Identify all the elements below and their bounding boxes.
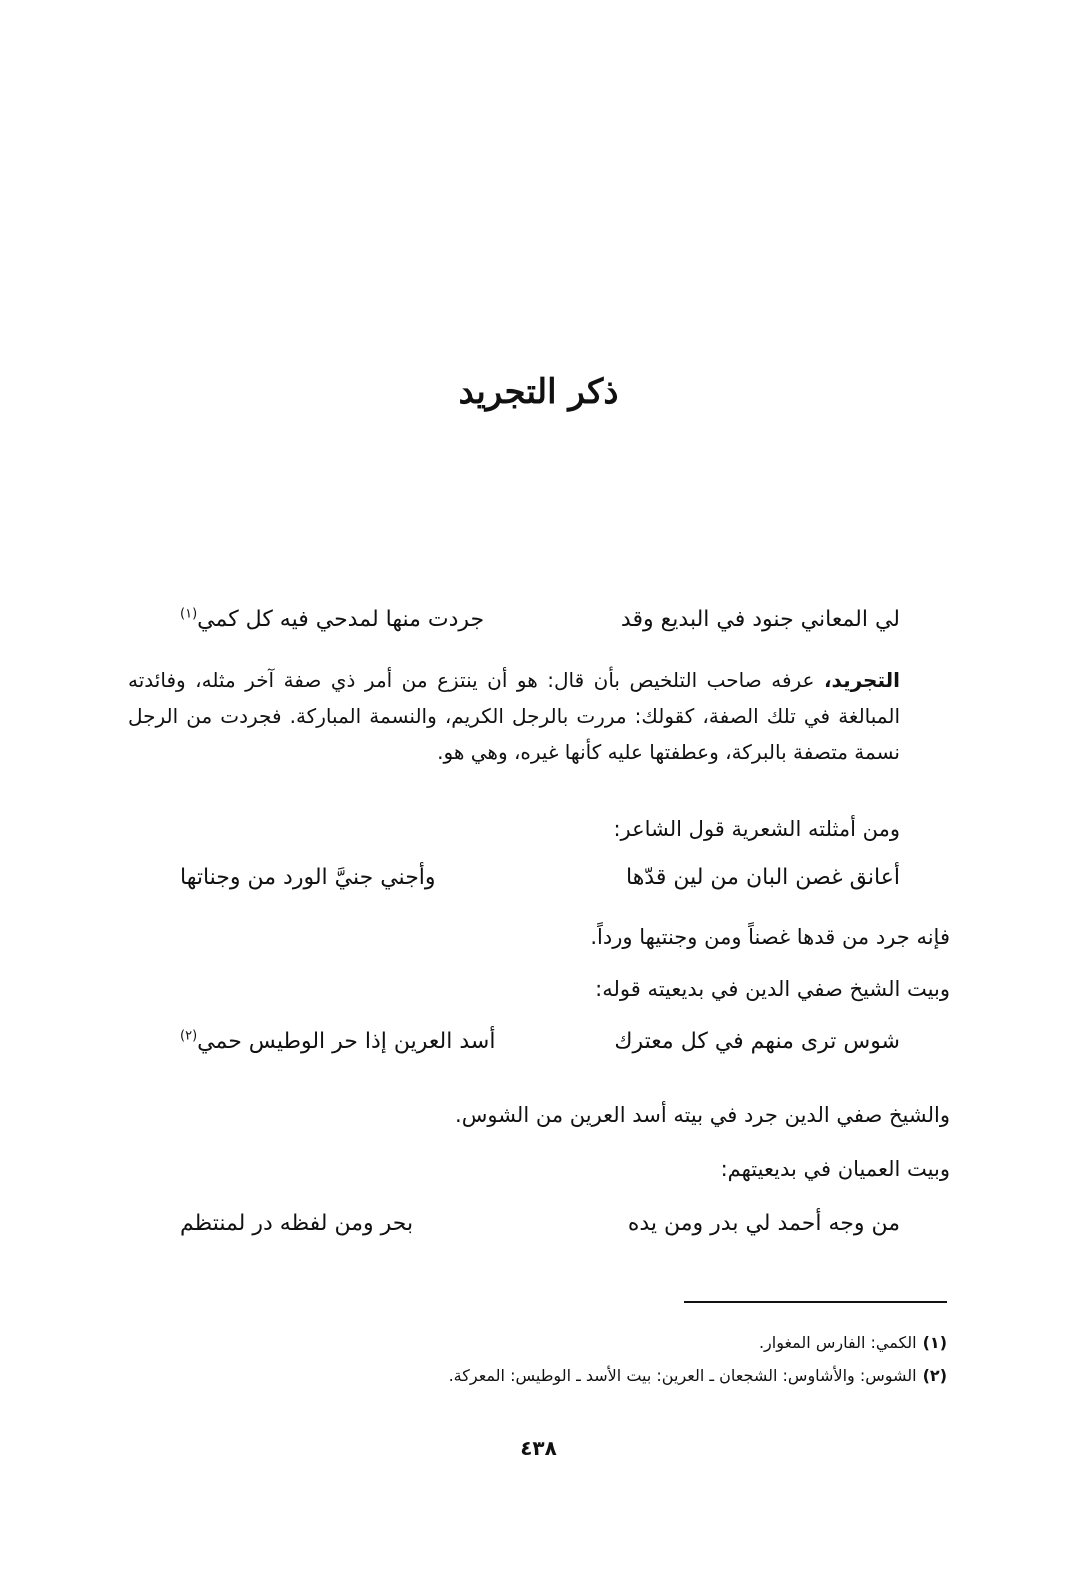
chapter-title: ذكر التجريد xyxy=(458,372,619,412)
page-number: ٤٣٨ xyxy=(520,1436,557,1460)
verse-3-hemistich-2 xyxy=(180,1024,495,1060)
verse-4-hemistich-2: بحر ومن لفظه در لمنتظم xyxy=(180,1211,414,1236)
definition-term: التجريد، xyxy=(823,668,900,692)
verse-2-hemistich-2: وأجني جنيَّ الورد من وجناتها xyxy=(180,865,436,890)
footnote-ref-2: (٢) xyxy=(180,1028,198,1044)
verse-2-explanation: فإنه جرد من قدها غصناً ومن وجنتيها ورداً. xyxy=(590,925,950,949)
verse-2-hemistich-1: أعانق غصن البان من لين قدّها xyxy=(625,865,900,890)
footnote-ref-1: (١) xyxy=(180,606,198,622)
verse-3-hemistich-2-text: أسد العرين إذا حر الوطيس حمي xyxy=(197,1029,496,1054)
examples-intro: ومن أمثلته الشعرية قول الشاعر: xyxy=(613,817,900,841)
verse-2 xyxy=(180,860,900,896)
footnote-1-number: (١) xyxy=(922,1333,947,1352)
footnote-2-number: (٢) xyxy=(922,1366,947,1385)
verse-4-hemistich-1: من وجه أحمد لي بدر ومن يده xyxy=(627,1211,900,1236)
definition-text: عرفه صاحب التلخيص بأن قال: هو أن ينتزع من أمر ذي صفة آخر مثله، وفائدته المبالغة في تلك الصفة، كقولك: مررت بالرجل الكريم، والنسمة المباركة. فجردت من الرجل نسمة متصفة بالبركة، وعطفتها عليه كأنها غيره، وهي هو. xyxy=(128,668,900,764)
verse-1 xyxy=(180,602,900,638)
verse-1-hemistich-2-text: جردت منها لمدحي فيه كل كمي xyxy=(197,607,485,632)
footnote-separator xyxy=(684,1301,947,1303)
footnote-2 xyxy=(449,1363,947,1389)
definition-paragraph xyxy=(128,662,900,770)
footnote-1 xyxy=(759,1330,947,1356)
verse-4 xyxy=(180,1206,900,1242)
verse-3-hemistich-1: شوس ترى منهم في كل معترك xyxy=(614,1029,900,1054)
verse-1-hemistich-2 xyxy=(180,602,484,638)
verse-1-hemistich-1: لي المعاني جنود في البديع وقد xyxy=(620,607,900,632)
footnote-1-text: الكمي: الفارس المغوار. xyxy=(758,1333,917,1352)
footnote-2-text: الشوس: والأشاوس: الشجعان ـ العرين: بيت الأسد ـ الوطيس: المعركة. xyxy=(448,1366,917,1385)
umyan-intro: وبيت العميان في بديعيتهم: xyxy=(720,1157,950,1181)
verse-3 xyxy=(180,1024,900,1060)
verse-3-explanation: والشيخ صفي الدين جرد في بيته أسد العرين من الشوس. xyxy=(455,1103,950,1127)
safi-intro: وبيت الشيخ صفي الدين في بديعيته قوله: xyxy=(595,977,950,1001)
